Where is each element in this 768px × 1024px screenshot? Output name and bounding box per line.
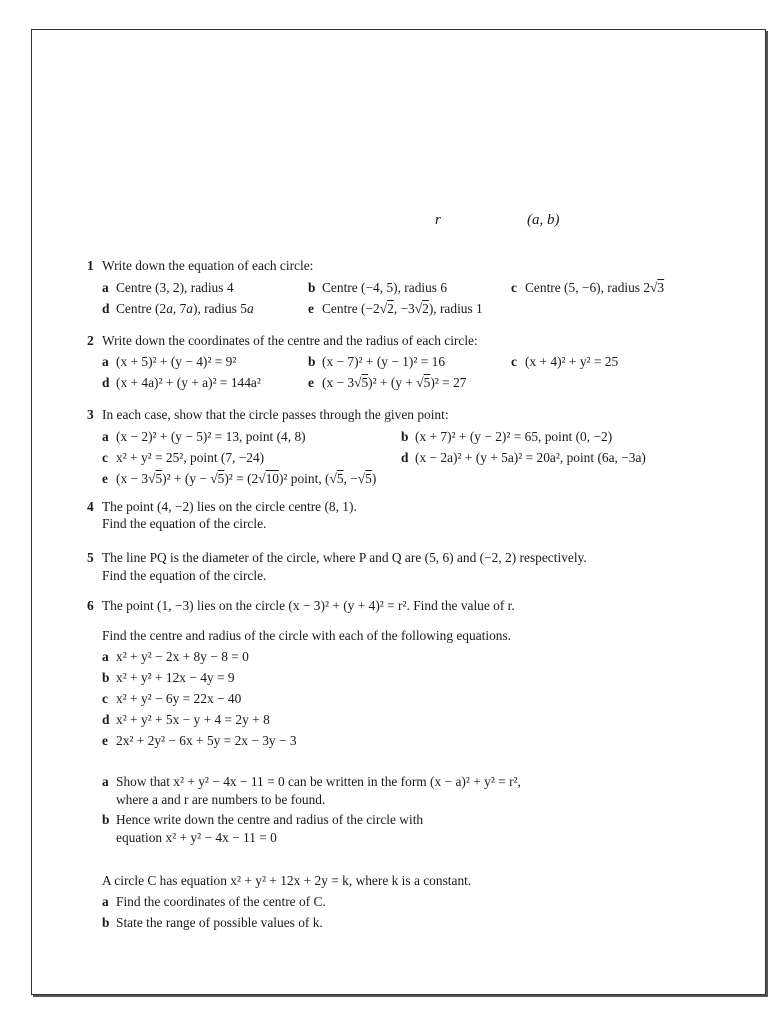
q2-text: Write down the coordinates of the centre and the radius of each circle: <box>102 333 478 348</box>
q2-number: 2 <box>87 333 94 348</box>
q4-line1: The point (4, −2) lies on the circle centre (8, 1). <box>102 499 357 514</box>
q1-d: d Centre (2a, 7a), radius 5a <box>102 301 254 316</box>
q5-line1: The line PQ is the diameter of the circle, where P and Q are (5, 6) and (−2, 2) respectively. <box>102 550 587 565</box>
symbol-r: r <box>435 212 441 228</box>
q2-d: d (x + 4a)² + (y + a)² = 144a² <box>102 375 261 390</box>
q1-a: a Centre (3, 2), radius 4 <box>102 280 234 295</box>
q7-b: b x² + y² + 12x − 4y = 9 <box>102 670 235 685</box>
q6-number: 6 <box>87 598 94 613</box>
symbol-ab: (a, b) <box>527 212 560 228</box>
q7-c: c x² + y² − 6y = 22x − 40 <box>102 691 242 706</box>
q2-e: e (x − 3√5)² + (y + √5)² = 27 <box>308 375 467 390</box>
q3-c: c x² + y² = 25², point (7, −24) <box>102 450 265 465</box>
q7-a: a x² + y² − 2x + 8y − 8 = 0 <box>102 649 249 664</box>
q2-b: b (x − 7)² + (y − 1)² = 16 <box>308 354 446 369</box>
q7-e: e 2x² + 2y² − 6x + 5y = 2x − 3y − 3 <box>102 733 297 748</box>
q4-line2: Find the equation of the circle. <box>102 516 267 531</box>
q3-text: In each case, show that the circle passes through the given point: <box>102 407 449 422</box>
q3-a: a (x − 2)² + (y − 5)² = 13, point (4, 8) <box>102 429 306 444</box>
q3-number: 3 <box>87 407 94 422</box>
q1-c: c Centre (5, −6), radius 2√3 <box>511 280 665 295</box>
q2-a: a (x + 5)² + (y − 4)² = 9² <box>102 354 237 369</box>
q1-e: e Centre (−2√2, −3√2), radius 1 <box>308 301 483 316</box>
q8-a-line2: where a and r are numbers to be found. <box>116 792 326 807</box>
q7-text: Find the centre and radius of the circle with each of the following equations. <box>102 628 512 643</box>
q3-d: d (x − 2a)² + (y + 5a)² = 20a², point (6a, −3a) <box>401 450 646 465</box>
q9-text: A circle C has equation x² + y² + 12x + 2y = k, where k is a constant. <box>102 873 472 888</box>
q8-b-line1: b Hence write down the centre and radius of the circle with <box>102 812 424 827</box>
q1-text: Write down the equation of each circle: <box>102 258 314 273</box>
q1-b: b Centre (−4, 5), radius 6 <box>308 280 448 295</box>
q8-b-line2: equation x² + y² − 4x − 11 = 0 <box>116 830 277 845</box>
q4-number: 4 <box>87 499 94 514</box>
q3-b: b (x + 7)² + (y − 2)² = 65, point (0, −2) <box>401 429 613 444</box>
q1-number: 1 <box>87 258 94 273</box>
q6-line1: The point (1, −3) lies on the circle (x − 3)² + (y + 4)² = r². Find the value of r. <box>102 598 515 613</box>
q2-c: c (x + 4)² + y² = 25 <box>511 354 619 369</box>
q5-line2: Find the equation of the circle. <box>102 568 267 583</box>
q8-a-line1: a Show that x² + y² − 4x − 11 = 0 can be written in the form (x − a)² + y² = r², <box>102 774 521 789</box>
q9-a: a Find the coordinates of the centre of C. <box>102 894 326 909</box>
q5-number: 5 <box>87 550 94 565</box>
q3-e: e (x − 3√5)² + (y − √5)² = (2√10)² point, (√5, −√5) <box>102 471 377 486</box>
q9-b: b State the range of possible values of k. <box>102 915 323 930</box>
q7-d: d x² + y² + 5x − y + 4 = 2y + 8 <box>102 712 270 727</box>
